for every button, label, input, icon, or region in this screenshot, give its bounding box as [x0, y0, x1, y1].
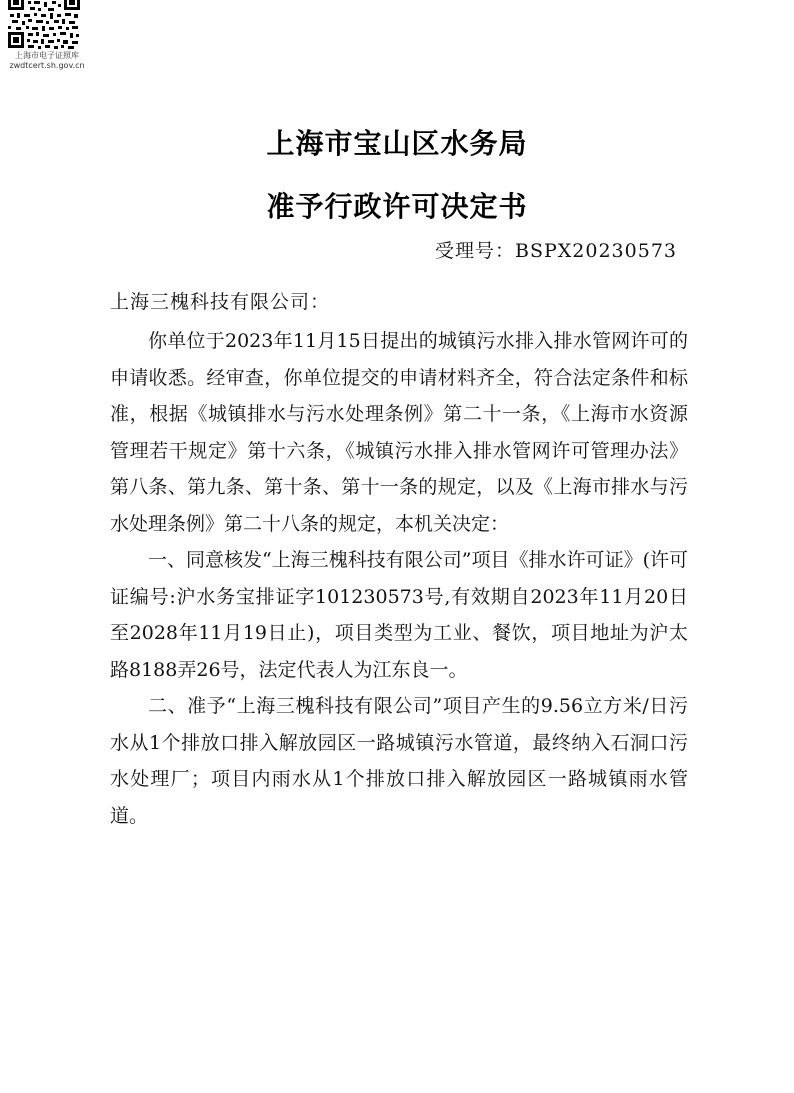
qr-caption-line2: zwdtcert.sh.gov.cn — [9, 61, 85, 70]
qr-caption — [2, 51, 92, 71]
addressee: 上海三槐科技有限公司： — [110, 291, 331, 313]
decision-body — [110, 323, 688, 834]
paragraph-decision-2: 二、准予“上海三槐科技有限公司”项目产生的9.56立方米/日污水从1个排放口排入解放园区一路城镇污水管道，最终纳入石洞口污水处理厂；项目内雨水从1个排放口排入解放园区一路城镇雨水管道。 — [110, 695, 688, 827]
qr-code — [8, 0, 80, 50]
paragraph-review: 你单位于2023年11月15日提出的城镇污水排入排水管网许可的申请收悉。经审查，你单位提交的申请材料齐全，符合法定条件和标准，根据《城镇排水与污水处理条例》第二十一条，《上海市水资源管理若干规定》第十六条，《城镇污水排入排水管网许可管理办法》第八条、第九条、第十条、第十一条的规定，以及《上海市排水与污水处理条例》第二十八条的规定，本机关决定： — [110, 330, 688, 535]
qr-caption-line1: 上海市电子证照库 — [15, 51, 79, 60]
document-title: 准予行政许可决定书 — [266, 190, 528, 223]
organization-title: 上海市宝山区水务局 — [266, 127, 528, 160]
paragraph-decision-1: 一、同意核发“上海三槐科技有限公司”项目《排水许可证》(许可证编号:沪水务宝排证字101230573号,有效期自2023年11月20日至2028年11月19日止)，项目类型为工业、餐饮，项目地址为沪太路8188弄26号，法定代表人为江东良一。 — [110, 549, 688, 681]
acceptance-number: 受理号：BSPX20230573 — [435, 240, 677, 262]
